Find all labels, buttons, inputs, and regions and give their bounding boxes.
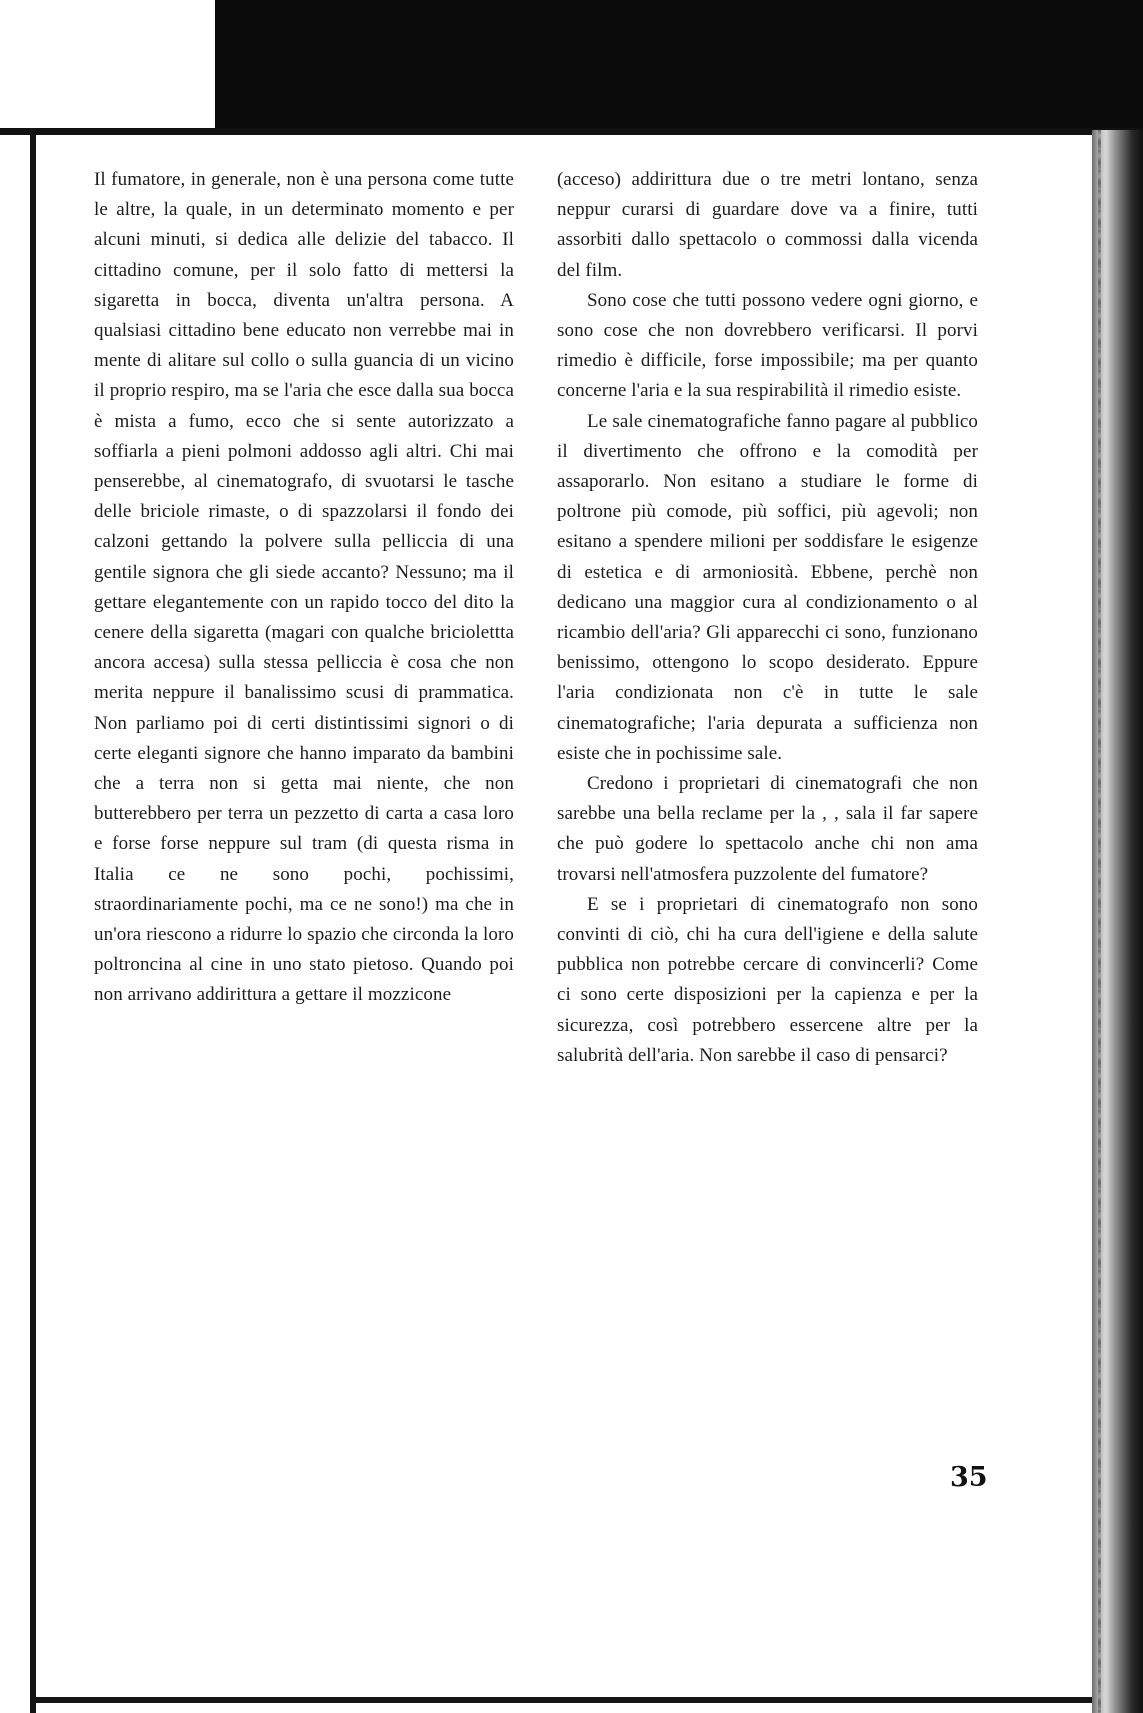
right-paragraph-5: E se i proprietari di cinematografo non sono convinti di ciò, chi ha cura dell'igiene e della salute pubblica non potrebbe cercare di convincerli? Come ci sono certe disposizioni per la capienza e per la sicurezza, così potrebbero essercene altre per la salubrità dell'aria. Non sarebbe il caso di pensarci? <box>557 893 978 1066</box>
right-paragraph-2: Sono cose che tutti possono vedere ogni giorno, e sono cose che non dovrebbero verificarsi. Il porvi rimedio è difficile, forse impossibile; ma per quanto concerne l'aria e la sua respirabilità il rimedio esiste. <box>557 289 978 402</box>
scan-bottom-rule <box>30 1697 1120 1703</box>
page-number: 35 <box>950 1462 988 1493</box>
scan-right-edge <box>1092 130 1143 1713</box>
right-paragraph-4: Credono i proprietari di cinematografi che non sarebbe una bella reclame per la , , sala il far sapere che può godere lo spettacolo anche chi non ama trovarsi nell'atmosfera puzzolente del fumatore? <box>557 773 978 885</box>
scan-top-rule <box>0 128 1143 135</box>
right-column <box>557 165 978 1071</box>
left-column <box>94 165 514 1011</box>
right-paragraph-1: (acceso) addirittura due o tre metri lontano, senza neppur curarsi di guardare dove va a finire, tutti assorbiti dallo spettacolo o commossi dalla vicenda del film. <box>557 169 978 281</box>
left-paragraph-1: Il fumatore, in generale, non è una persona come tutte le altre, la quale, in un determinato momento e per alcuni minuti, si dedica alle delizie del tabacco. Il cittadino comune, per il solo fatto di mettersi la sigaretta in bocca, diventa un'altra persona. A qualsiasi cittadino bene educato non verrebbe mai in mente di alitare sul collo o sulla guancia di un vicino il proprio respiro, ma se l'aria che esce dalla sua bocca è mista a fumo, ecco che si sente autorizzato a soffiarla a pieni polmoni addosso agli altri. Chi mai penserebbe, al cinematografo, di svuotarsi le tasche delle briciole rimaste, o di spazzolarsi il fondo dei calzoni gettando la polvere sulla pelliccia di una gentile signora che gli siede accanto? Nessuno; ma il gettare elegantemente con un rapido tocco del dito la cenere della sigaretta (magari con qualche briciolettta ancora accesa) sulla stessa pelliccia è cosa che non merita neppure il banalissimo scusi di prammatica. Non parliamo poi di certi distintissimi signori o di certe eleganti signore che hanno imparato da bambini che a terra non si getta mai niente, che non butterebbero per terra un pezzetto di carta a casa loro e forse forse neppure sul tram (di questa risma in Italia ce ne sono pochi, pochissimi, straordinariamente pochi, ma ce ne sono!) ma che in un'ora riescono a ridurre lo spazio che circonda la loro poltroncina al cine in uno stato pietoso. Quando poi non arrivano addirittura a gettare il mozzicone <box>94 169 514 1006</box>
scan-top-band <box>215 0 1143 131</box>
right-paragraph-3: Le sale cinematografiche fanno pagare al pubblico il divertimento che offrono e la comodità per assaporarlo. Non esitano a studiare le forme di poltrone più comode, più soffici, più agevoli; non esitano a spendere milioni per soddisfare le esigenze di estetica e di armoniosità. Ebbene, perchè non dedicano una maggior cura al condizionamento o al ricambio dell'aria? Gli apparecchi ci sono, funzionano benissimo, ottengono lo scopo desiderato. Eppure l'aria condizionata non c'è in tutte le sale cinematografiche; l'aria depurata a sufficienza non esiste che in pochissime sale. <box>557 410 978 764</box>
